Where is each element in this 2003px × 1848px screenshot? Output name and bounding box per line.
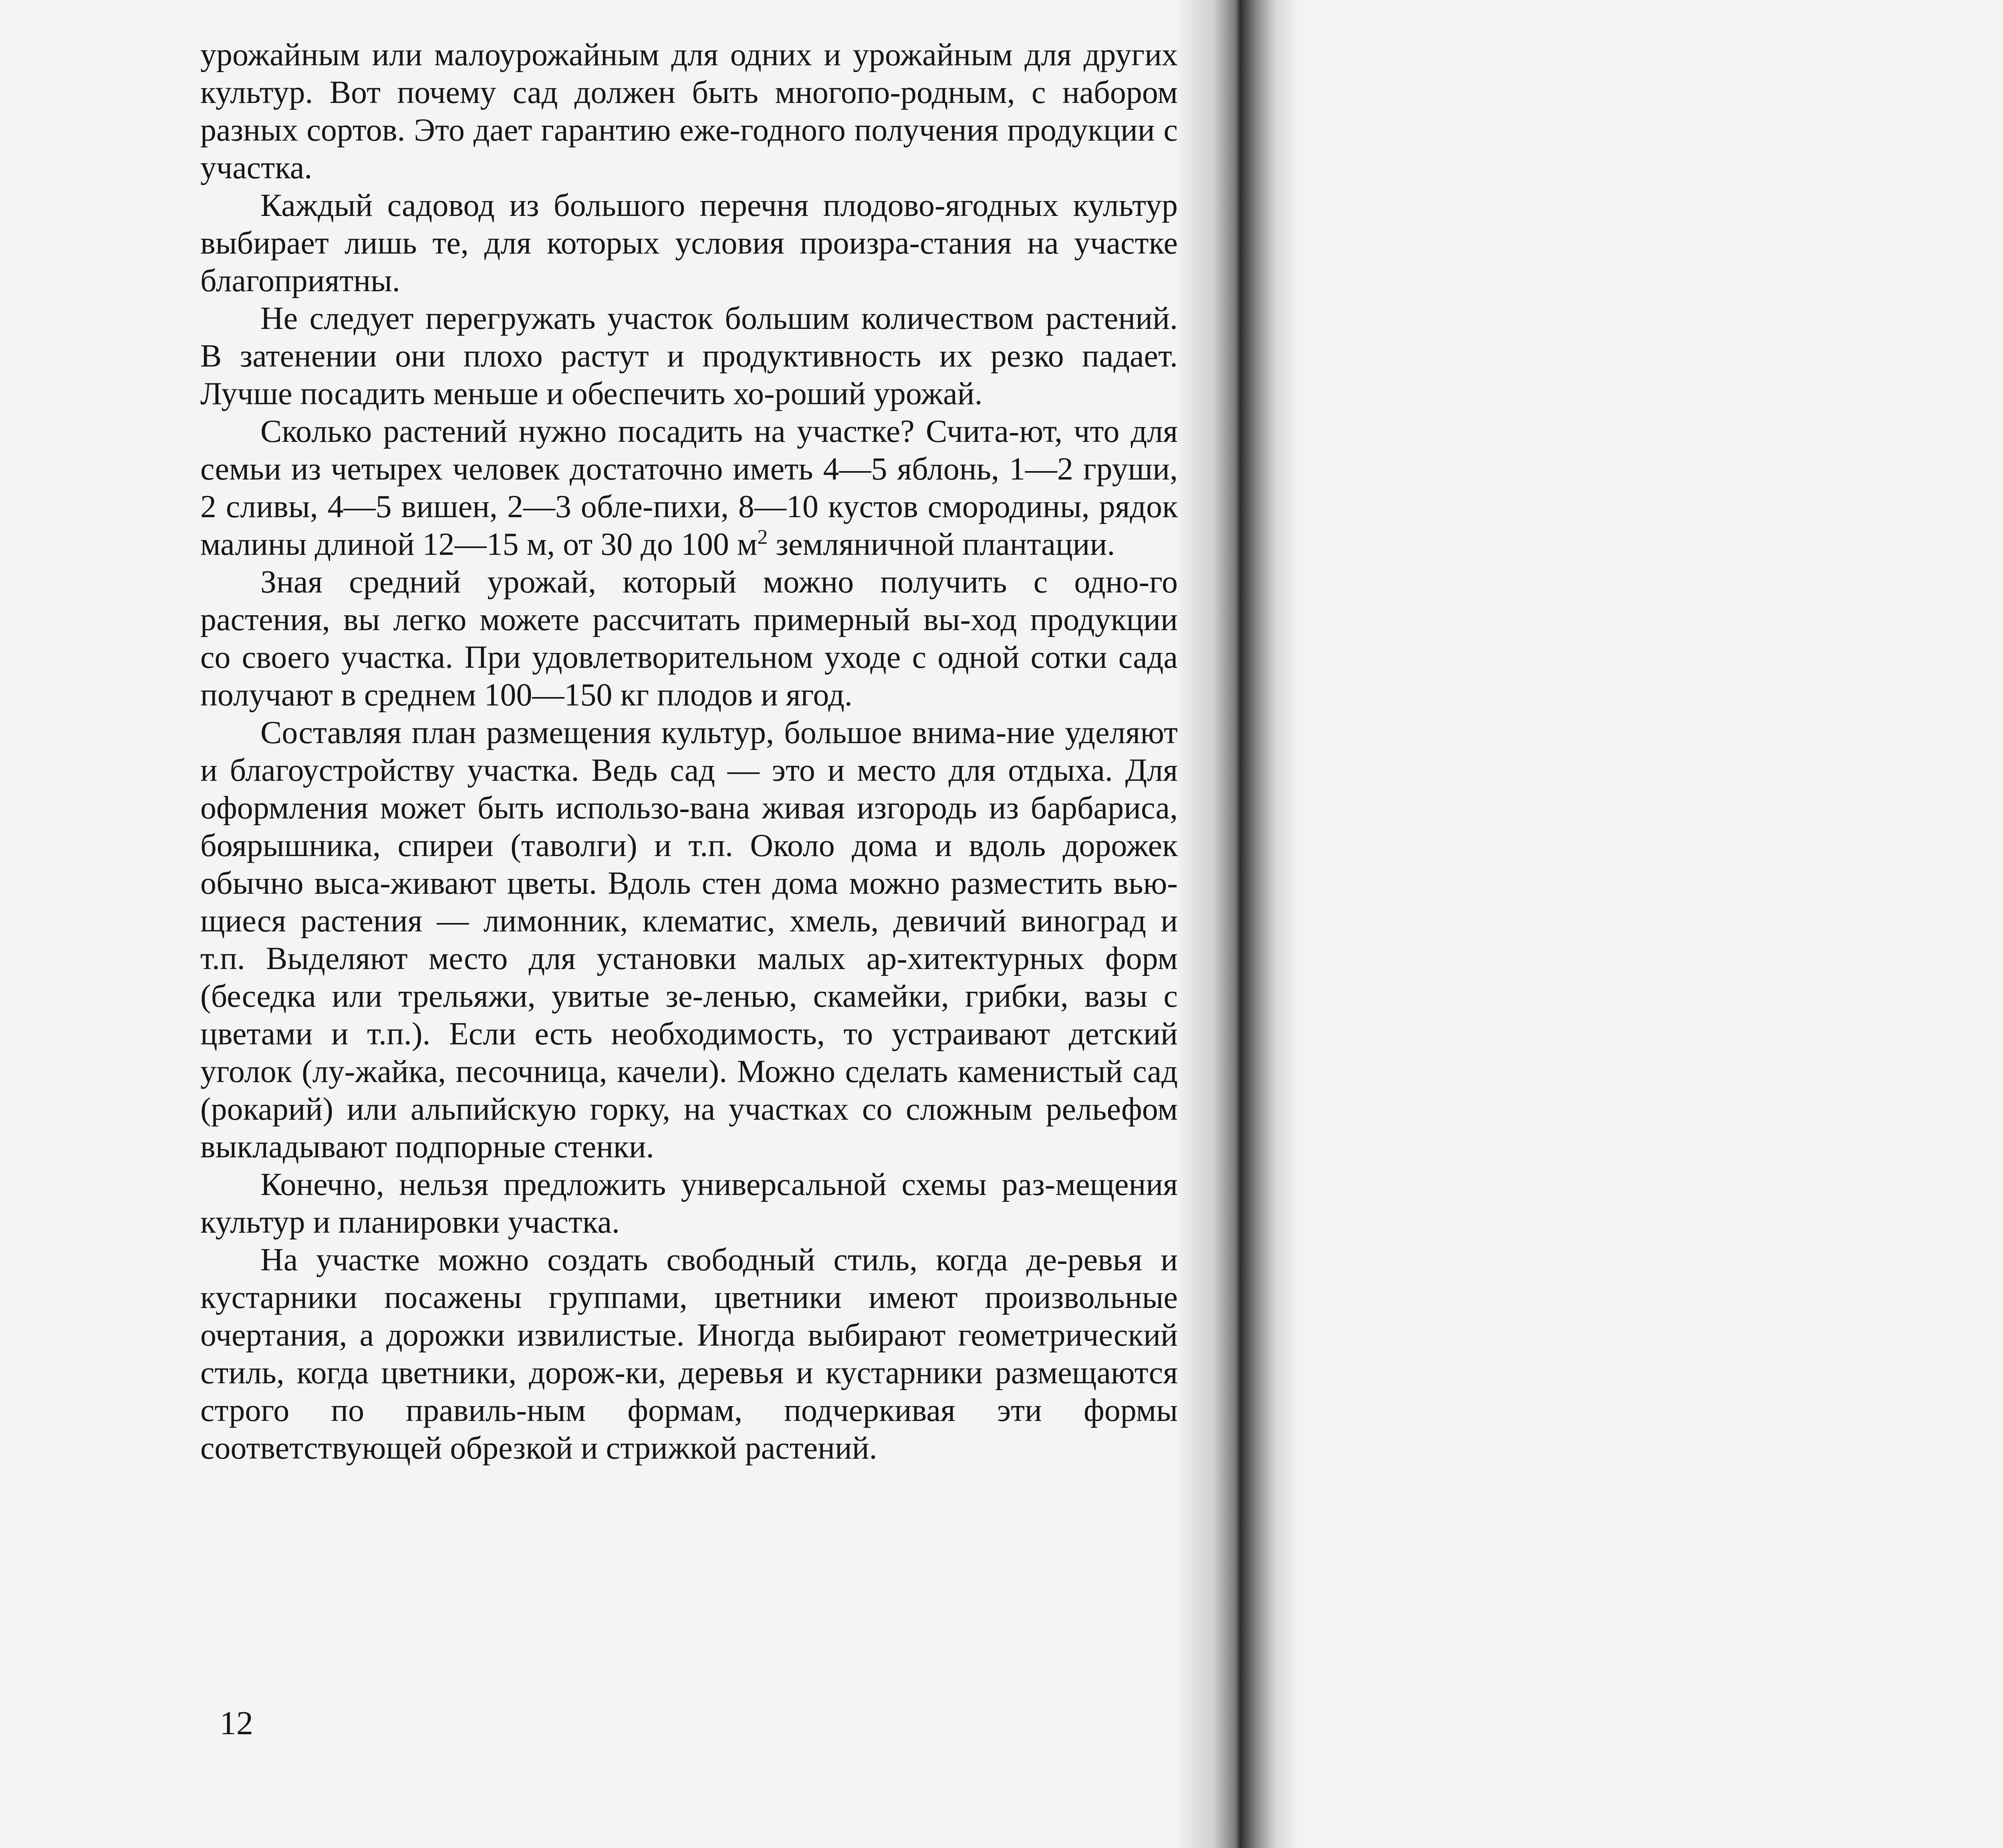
page-number: 12 — [220, 1705, 253, 1742]
paragraph: Зная средний урожай, который можно получить с одно-го растения, вы легко можете рассчитать примерный вы-ход продукции со своего участка. При удовлетворительном уходе с одной сотки сада получают в среднем 100—150 кг плодов и ягод. — [200, 564, 1178, 713]
left-page-text — [200, 36, 1178, 1467]
paragraph: урожайным или малоурожайным для одних и урожайным для других культур. Вот почему сад должен быть многопо-родным, с набором разных сортов. Это дает гарантию еже-годного получения продукции с участка. — [200, 37, 1178, 185]
paragraph: На участке можно создать свободный стиль, когда де-ревья и кустарники посажены группами, цветники имеют произвольные очертания, а дорожки извилистые. Иногда выбирают геометрический стиль, когда цветники, дорож-ки, деревья и кустарники размещаются строго по правиль-ным формам, подчеркивая эти формы соответствующей обрезкой и стрижкой растений. — [200, 1242, 1178, 1466]
paragraph-text: земляничной плантации. — [768, 527, 1115, 562]
paragraph: Конечно, нельзя предложить универсальной схемы раз-мещения культур и планировки участка. — [200, 1167, 1178, 1240]
superscript: 2 — [757, 526, 768, 549]
paragraph-text: Сколько растений нужно посадить на участке? Счита-ют, что для семьи из четырех человек достаточно иметь 4—5 яблонь, 1—2 груши, 2 сливы, 4—5 вишен, 2—3 обле-пихи, 8—10 кустов смородины, рядок малины длиной 12—15 м, от 30 до 100 м — [200, 414, 1178, 562]
paragraph: Каждый садовод из большого перечня плодово-ягодных культур выбирает лишь те, для которых условия произра-стания на участке благоприятны. — [200, 188, 1178, 298]
paragraph: Составляя план размещения культур, большое внима-ние уделяют и благоустройству участка. Ведь сад — это и место для отдыха. Для оформления может быть использо-вана живая изгородь из барбариса, боярышника, спиреи (таволги) и т.п. Около дома и вдоль дорожек обычно выса-живают цветы. Вдоль стен дома можно разместить вью-щиеся растения — лимонник, клематис, хмель, девичий виноград и т.п. Выделяют место для установки малых ар-хитектурных форм (беседка или трельяжи, увитые зе-ленью, скамейки, грибки, вазы с цветами и т.п.). Если есть необходимость, то устраивают детский уголок (лу-жайка, песочница, качели). Можно сделать каменистый сад (рокарий) или альпийскую горку, на участках со сложным рельефом выкладывают подпорные стенки. — [200, 715, 1178, 1165]
book-gutter — [1178, 0, 1298, 1848]
paragraph — [200, 413, 1178, 563]
paragraph: Не следует перегружать участок большим количеством растений. В затенении они плохо растут и продуктивность их резко падает. Лучше посадить меньше и обеспечить хо-роший урожай. — [200, 301, 1178, 411]
right-page — [1218, 0, 2003, 1848]
